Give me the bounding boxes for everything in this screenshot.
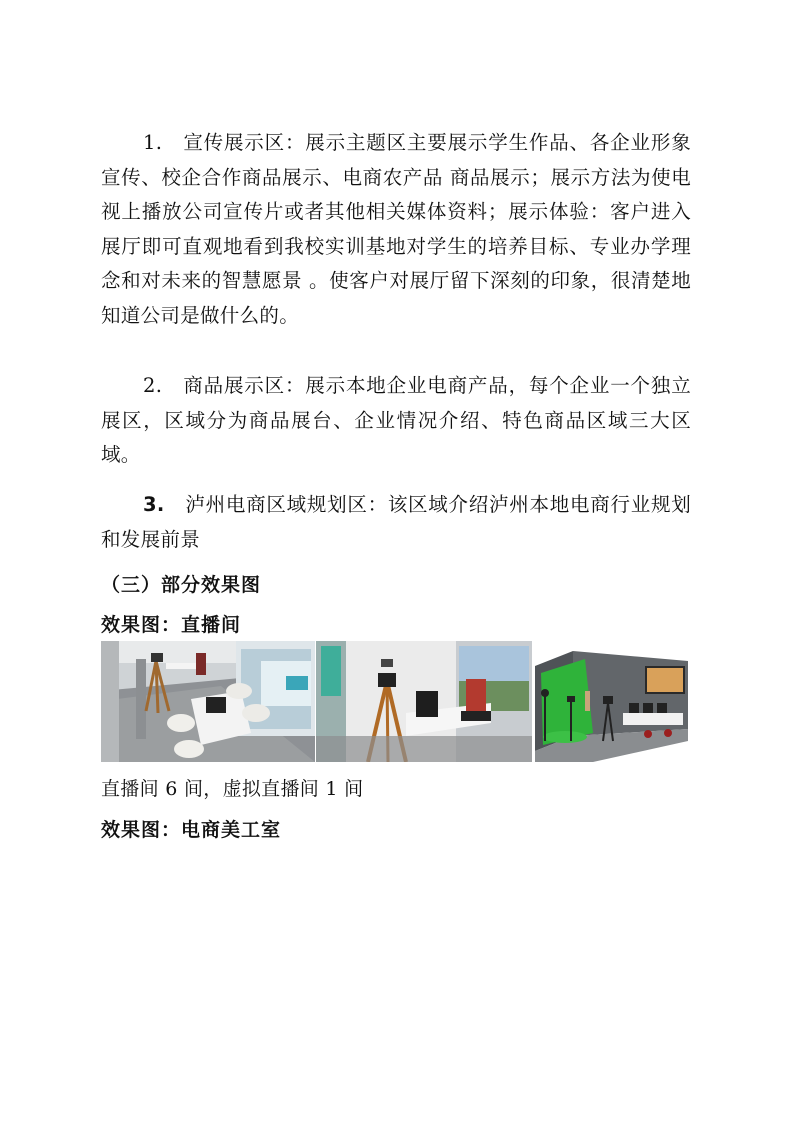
live-room-photo-1 — [101, 641, 315, 762]
paragraph-number: 3. — [143, 493, 165, 516]
paragraph-planning-area — [101, 488, 691, 557]
paragraph-number: 2. — [143, 374, 163, 397]
art-studio-heading: 效果图：电商美工室 — [101, 819, 282, 841]
live-room-photo-2 — [316, 641, 532, 762]
virtual-studio-render — [533, 641, 691, 762]
paragraph-display-area — [101, 126, 691, 333]
paragraph-product-area — [101, 369, 691, 473]
paragraph-text: 宣传展示区：展示主题区主要展示学生作品、各企业形象宣传、校企合作商品展示、电商农产品 商品展示；展示方法为使电视上播放公司宣传片或者其他相关媒体资料；展示体验：客户进入展厅即可直观地看到我校实训基地对学生的培养目标、专业办学理念和对未来的智慧愿景 。使客户对展厅留下深刻的印象，很清楚地知道公司是做什么的。 — [101, 131, 691, 327]
live-room-photos — [101, 641, 691, 762]
paragraph-text: 泸州电商区域规划区：该区域介绍泸州本地电商行业规划和发展前景 — [101, 493, 691, 551]
paragraph-text: 商品展示区：展示本地企业电商产品，每个企业一个独立展区，区域分为商品展台、企业情况介绍、特色商品区域三大区域。 — [101, 374, 691, 466]
paragraph-number: 1. — [143, 131, 163, 154]
live-room-caption: 直播间 6 间，虚拟直播间 1 间 — [101, 778, 364, 800]
live-room-heading: 效果图：直播间 — [101, 614, 242, 636]
section-heading: （三）部分效果图 — [101, 574, 262, 596]
